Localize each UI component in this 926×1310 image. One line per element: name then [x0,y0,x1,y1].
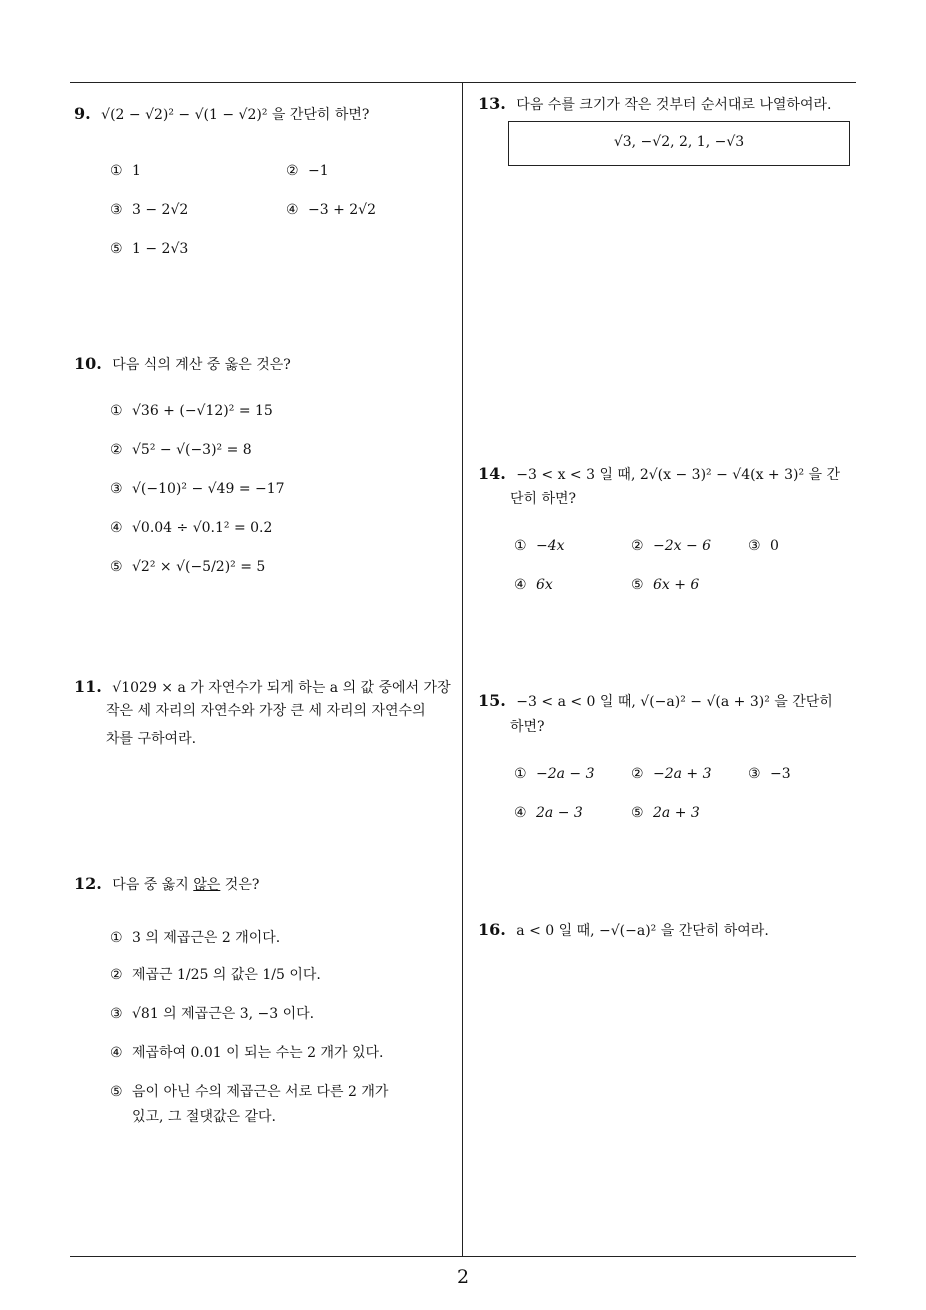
choice-mark: ① [514,766,527,782]
choice-5-continuation: 있고, 그 절댓값은 같다. [132,1109,276,1125]
choice-4[interactable] [110,520,272,536]
choice-text: 2a + 3 [653,805,700,821]
question-stem-line-3: 차를 구하여라. [106,731,197,747]
choice-text: 1 − 2√3 [132,241,189,257]
column-divider [462,83,463,1256]
question-12 [74,872,259,897]
answer-box [508,121,850,166]
question-number: 9. [74,104,91,123]
choice-mark: ⑤ [110,241,123,257]
choice-4[interactable] [514,805,583,821]
choice-text: √36 + (−√12)² = 15 [132,403,273,419]
question-stem-after: 것은? [220,877,260,893]
choice-5[interactable] [110,1081,388,1101]
choice-4[interactable] [286,202,376,218]
question-stem-line-1: −3 < x < 3 일 때, 2√(x − 3)² − √4(x + 3)² 을 간 [516,467,841,483]
question-13 [478,92,831,117]
question-stem: 다음 식의 계산 중 옳은 것은? [112,357,291,373]
bottom-rule [70,1256,856,1257]
question-stem-underlined: 않은 [193,877,221,893]
question-number: 10. [74,354,102,373]
question-14 [478,462,840,487]
question-stem: √(2 − √2)² − √(1 − √2)² 을 간단히 하면? [101,107,370,123]
choice-mark: ② [110,442,123,458]
choice-text: 1 [132,163,141,179]
choice-mark: ① [514,538,527,554]
choice-text: √81 의 제곱근은 3, −3 이다. [132,1006,315,1022]
question-number: 11. [74,677,102,696]
choice-5[interactable] [631,577,699,593]
choice-mark: ③ [110,1006,123,1022]
choice-5[interactable] [631,805,700,821]
choice-text: −2a − 3 [536,766,595,782]
choice-1[interactable] [110,927,280,947]
choice-mark: ④ [514,805,527,821]
choice-3[interactable] [748,766,791,782]
choice-mark: ⑤ [631,805,644,821]
choice-text: 3 의 제곱근은 2 개이다. [132,930,281,946]
choice-text: 제곱하여 0.01 이 되는 수는 2 개가 있다. [132,1045,384,1061]
choice-mark: ② [286,163,299,179]
choice-mark: ④ [514,577,527,593]
choice-mark: ③ [110,202,123,218]
choice-5[interactable] [110,559,265,575]
question-9 [74,102,369,127]
choice-mark: ③ [110,481,123,497]
question-stem-line-1: −3 < a < 0 일 때, √(−a)² − √(a + 3)² 을 간단히 [516,694,833,710]
choice-text: 음이 아닌 수의 제곱근은 서로 다른 2 개가 [132,1084,389,1100]
choice-mark: ② [631,766,644,782]
choice-2[interactable] [631,766,712,782]
choice-5[interactable] [110,241,188,257]
question-stem-line-2: 하면? [510,719,545,735]
question-number: 14. [478,464,506,483]
page-number: 2 [456,1266,470,1288]
question-number: 12. [74,874,102,893]
choice-text: −2a + 3 [653,766,712,782]
question-number: 13. [478,94,506,113]
question-number: 15. [478,691,506,710]
top-rule [70,82,856,83]
choice-mark: ① [110,163,123,179]
choice-1[interactable] [514,538,565,554]
choice-mark: ④ [110,520,123,536]
choice-mark: ③ [748,538,761,554]
choice-4[interactable] [110,1042,384,1062]
choice-mark: ⑤ [110,559,123,575]
choice-mark: ① [110,403,123,419]
choice-text: 3 − 2√2 [132,202,189,218]
choice-text: √5² − √(−3)² = 8 [132,442,252,458]
question-stem: 다음 수를 크기가 작은 것부터 순서대로 나열하여라. [516,97,832,113]
choice-text: √0.04 ÷ √0.1² = 0.2 [132,520,273,536]
choice-mark: ② [631,538,644,554]
question-16 [478,918,769,943]
choice-text: −3 + 2√2 [308,202,377,218]
choice-mark: ④ [286,202,299,218]
choice-text: −1 [308,163,329,179]
choice-3[interactable] [110,202,188,218]
choice-text: −2x − 6 [653,538,712,554]
choice-mark: ⑤ [631,577,644,593]
choice-text: 2a − 3 [536,805,583,821]
choice-text: 0 [770,538,779,554]
choice-1[interactable] [110,403,273,419]
boxed-numbers: √3, −√2, 2, 1, −√3 [613,134,745,150]
question-10 [74,352,291,377]
choice-3[interactable] [110,481,285,497]
question-stem-line-2: 작은 세 자리의 자연수와 가장 큰 세 자리의 자연수의 [106,703,426,719]
choice-text: √2² × √(−5/2)² = 5 [132,559,266,575]
choice-3[interactable] [110,1003,314,1023]
question-stem-line-1: √1029 × a 가 자연수가 되게 하는 a 의 값 중에서 가장 [112,680,451,696]
choice-text: −4x [536,538,565,554]
choice-mark: ⑤ [110,1084,123,1100]
question-stem-line-2: 단히 하면? [510,491,577,507]
choice-1[interactable] [514,766,595,782]
choice-text: 6x [536,577,553,593]
choice-3[interactable] [748,538,779,554]
choice-text: 6x + 6 [653,577,700,593]
choice-4[interactable] [514,577,553,593]
choice-text: −3 [770,766,791,782]
choice-2[interactable] [110,442,252,458]
question-11 [74,675,451,700]
choice-mark: ① [110,930,123,946]
question-stem-before: 다음 중 옳지 [112,877,194,893]
choice-text: 제곱근 1/25 의 값은 1/5 이다. [132,967,321,983]
choice-mark: ② [110,967,123,983]
choice-text: √(−10)² − √49 = −17 [132,481,285,497]
choice-2[interactable] [631,538,711,554]
question-15 [478,689,833,714]
choice-mark: ④ [110,1045,123,1061]
choice-mark: ③ [748,766,761,782]
choice-1[interactable] [110,163,141,179]
choice-2[interactable] [286,163,329,179]
question-stem: a < 0 일 때, −√(−a)² 을 간단히 하여라. [516,923,769,939]
question-number: 16. [478,920,506,939]
choice-2[interactable] [110,964,321,984]
